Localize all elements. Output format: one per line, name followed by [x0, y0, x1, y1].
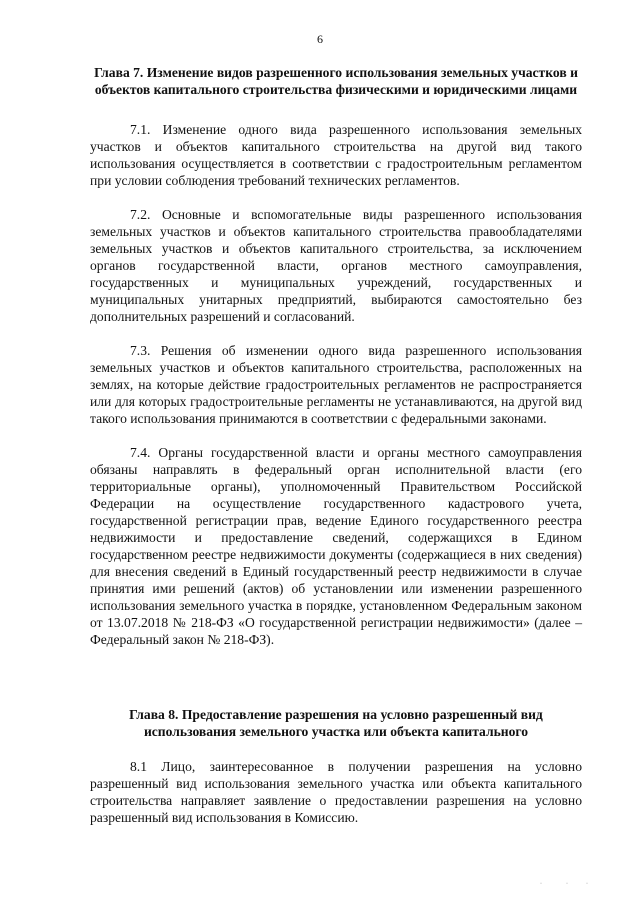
paragraph-7-4: 7.4. Органы государственной власти и органы местного самоуправления обязаны направлять в федеральный орган исполнительной власти (его территориальные органы), уполномоченный Правительством Российской Федерации на осуществление государственного кадастрового учета, государственной регистрации прав, ведение Единого государственного реестра недвижимости и предоставление сведений, содержащихся в Едином государственном реестре недвижимости документы (содержащиеся в них сведения) для внесения сведений в Единый государственный реестр недвижимости в случае принятия ими решений (актов) об установлении или изменении разрешенного использования земельного участка в порядке, установленном Федеральным законом от 13.07.2018 № 218-ФЗ «О государственной регистрации недвижимости» (далее – Федеральный закон № 218-ФЗ).	[90, 445, 582, 647]
paragraph-7-3: 7.3. Решения об изменении одного вида разрешенного использования земельных участков и объектов капитального строительства, расположенных на землях, на которые действие градостроительных регламентов не распространяется или для которых градостроительные регламенты не устанавливаются, на другой вид такого использования принимаются в соответствии с федеральными законами.	[90, 343, 582, 426]
footer-mark: ·	[586, 881, 588, 887]
page-number: 6	[317, 32, 323, 46]
chapter-8-heading: Глава 8. Предоставление разрешения на условно разрешенный вид использования земельного участка или объекта капитального	[129, 707, 543, 739]
paragraph-7-2: 7.2. Основные и вспомогательные виды разрешенного использования земельных участков и объектов капитального строительства правообладателями земельных участков и объектов капитального строительства, за исключением органов государственной власти, органов местного самоуправления, государственных и муниципальных учреждений, государственных и муниципальных унитарных предприятий, выбираются самостоятельно без дополнительных разрешений и согласований.	[90, 207, 582, 324]
paragraph-8-1: 8.1 Лицо, заинтересованное в получении разрешения на условно разрешенный вид использования земельного участка или объекта капитального строительства направляет заявление о предоставлении разрешения на условно разрешенный вид использования в Комиссию.	[90, 759, 582, 825]
paragraph-7-1: 7.1. Изменение одного вида разрешенного использования земельных участков и объектов капитального строительства на другой вид такого использования осуществляется в соответствии с градостроительным регламентом при условии соблюдения требований технических регламентов.	[90, 122, 582, 188]
chapter-7-heading: Глава 7. Изменение видов разрешенного использования земельных участков и объектов капитального строительства физическими и юридическими лицами	[94, 65, 578, 97]
footer-mark: ·	[540, 881, 542, 887]
footer-mark: ·	[566, 881, 568, 887]
